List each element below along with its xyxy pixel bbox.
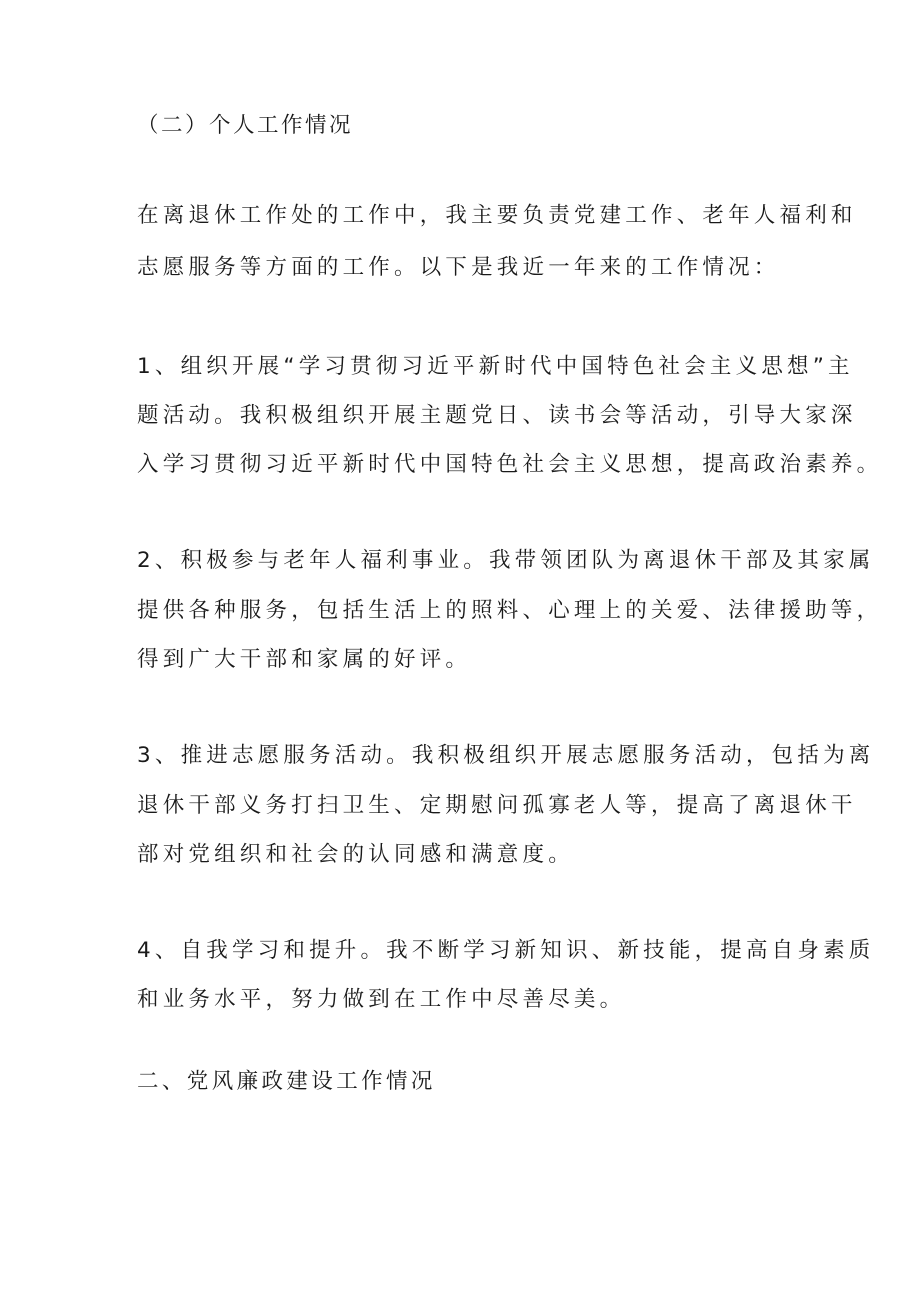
item-4-line-1: 4、自我学习和提升。我不断学习新知识、新技能，提高自身素质 (137, 938, 875, 963)
section-heading-integrity: 二、党风廉政建设工作情况 (137, 1069, 436, 1094)
item-2-line-1: 2、积极参与老年人福利事业。我带领团队为离退休干部及其家属 (137, 548, 875, 573)
intro-line-1: 在离退休工作处的工作中，我主要负责党建工作、老年人福利和 (137, 203, 857, 228)
subheading-personal-work: （二）个人工作情况 (137, 113, 354, 138)
intro-line-2: 志愿服务等方面的工作。以下是我近一年来的工作情况： (137, 255, 780, 280)
item-2-line-2: 提供各种服务，包括生活上的照料、心理上的关爱、法律援助等， (137, 598, 883, 623)
item-3-line-2: 退休干部义务打扫卫生、定期慰问孤寡老人等，提高了离退休干 (137, 793, 857, 818)
item-1-line-3: 入学习贯彻习近平新时代中国特色社会主义思想，提高政治素养。 (137, 452, 883, 477)
item-3-line-1: 3、推进志愿服务活动。我积极组织开展志愿服务活动，包括为离 (137, 743, 875, 768)
item-1-line-2: 题活动。我积极组织开展主题党日、读书会等活动，引导大家深 (137, 403, 857, 428)
item-2-line-3: 得到广大干部和家属的好评。 (137, 647, 472, 672)
item-4-line-2: 和业务水平，努力做到在工作中尽善尽美。 (137, 987, 626, 1012)
item-3-line-3: 部对党组织和社会的认同感和满意度。 (137, 842, 574, 867)
item-1-line-1: 1、组织开展“学习贯彻习近平新时代中国特色社会主义思想”主 (137, 354, 854, 379)
